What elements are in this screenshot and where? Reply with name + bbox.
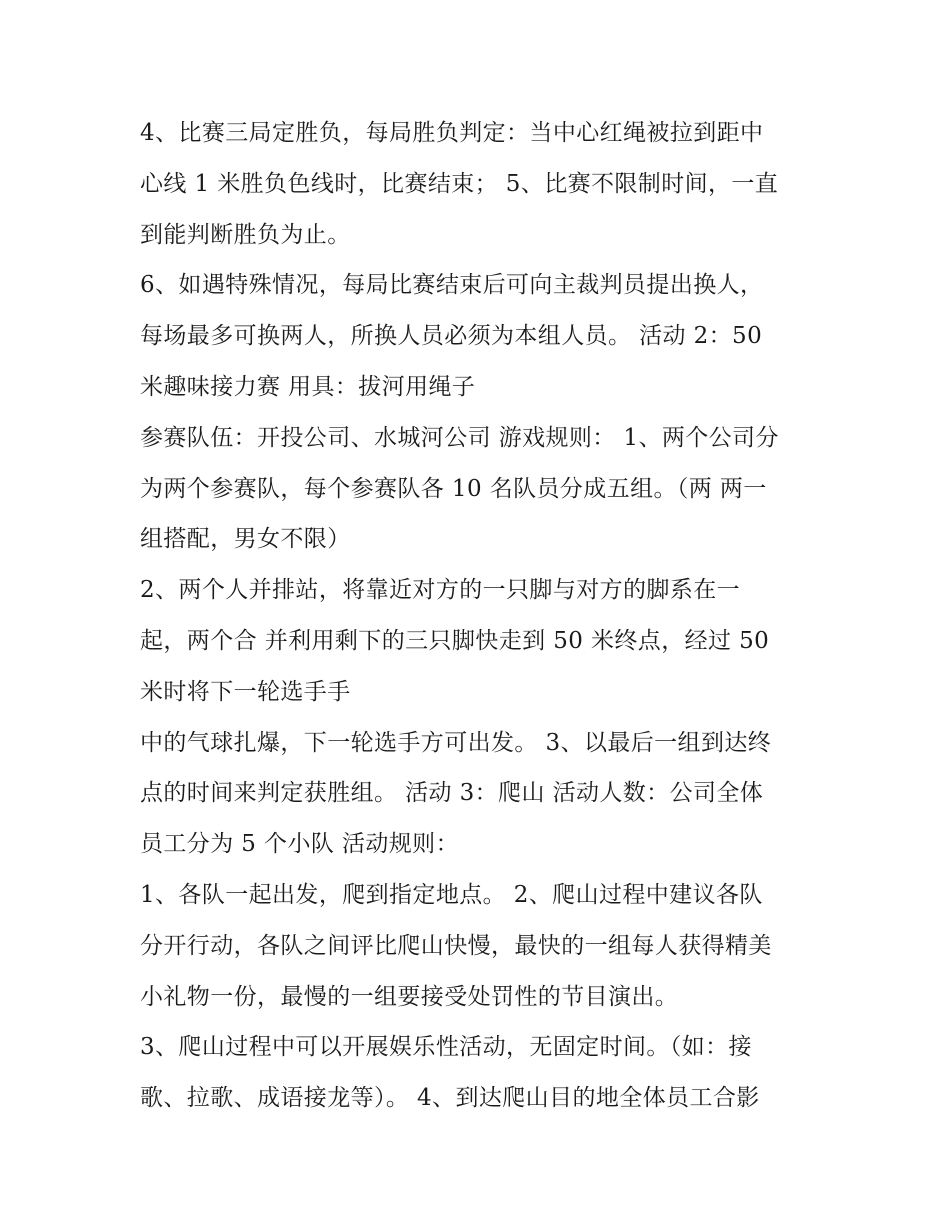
text-line: 6、如遇特殊情况，每局比赛结束后可向主裁判员提出换人， [140, 272, 764, 299]
text-line: 组搭配，男女不限） [140, 526, 351, 553]
text-line: 到能判断胜负为止。 [140, 221, 351, 248]
text-line: 小礼物一份，最慢的一组要接受处罚性的节目演出。 [140, 983, 679, 1010]
text-line: 员工分为 5 个小队 活动规则： [140, 831, 459, 858]
text-line: 心线 1 米胜负色线时，比赛结束； 5、比赛不限制时间，一直 [140, 170, 779, 197]
text-line: 歌、拉歌、成语接龙等）。 4、到达爬山目的地全体员工合影 [140, 1085, 760, 1112]
text-line: 2、两个人并排站，将靠近对方的一只脚与对方的脚系在一 [140, 577, 741, 604]
text-line: 米时将下一轮选手手 [140, 678, 351, 705]
text-line: 4、比赛三局定胜负，每局胜负判定：当中心红绳被拉到距中 [140, 120, 764, 146]
text-line: 1、各队一起出发，爬到指定地点。 2、爬山过程中建议各队 [140, 881, 763, 908]
text-line: 米趣味接力赛 用具：拔河用绳子 [140, 373, 476, 400]
text-line: 每场最多可换两人，所换人员必须为本组人员。 活动 2：50 [140, 323, 763, 350]
text-line: 3、爬山过程中可以开展娱乐性活动，无固定时间。（如：接 [140, 1034, 752, 1061]
text-line: 中的气球扎爆，下一轮选手方可出发。 3、以最后一组到达终 [140, 729, 772, 756]
text-line: 点的时间来判定获胜组。 活动 3：爬山 活动人数：公司全体 [140, 780, 764, 807]
text-line: 起，两个合 并利用剩下的三只脚快走到 50 米终点，经过 50 [140, 627, 770, 654]
text-line: 分开行动，各队之间评比爬山快慢，最快的一组每人获得精美 [140, 932, 772, 959]
document-body [140, 108, 820, 1124]
text-line: 为两个参赛队，每个参赛队各 10 名队员分成五组。（两 两一 [140, 475, 767, 502]
text-line: 参赛队伍：开投公司、水城河公司 游戏规则： 1、两个公司分 [140, 424, 779, 451]
